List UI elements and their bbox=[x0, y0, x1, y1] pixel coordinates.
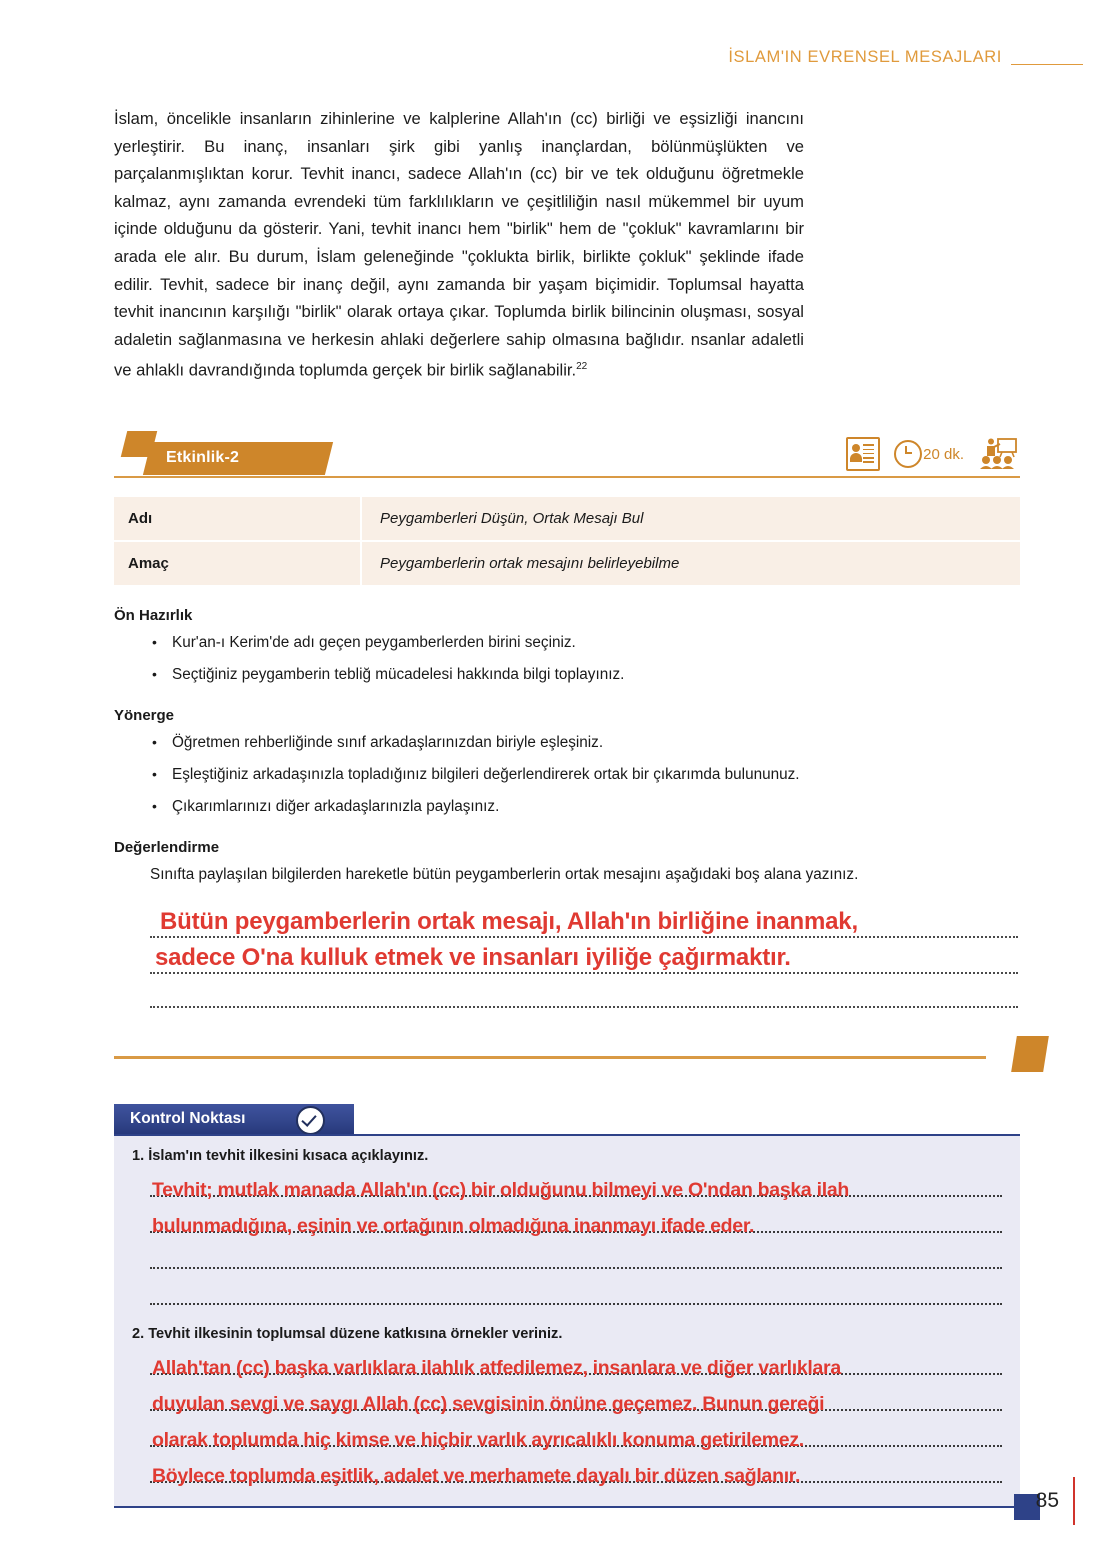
answer-line bbox=[150, 1168, 1002, 1204]
header-rule bbox=[1011, 64, 1083, 65]
individual-work-icon-lines bbox=[863, 444, 874, 462]
table-row-value: Peygamberleri Düşün, Ortak Mesajı Bul bbox=[361, 497, 1020, 541]
activity-close-rule-wrap bbox=[114, 1050, 1020, 1064]
classroom-icon-svg bbox=[978, 438, 1018, 470]
answer-dotted-line bbox=[150, 936, 1018, 938]
activity-duration bbox=[894, 440, 964, 468]
answer-text: Tevhit; mutlak manada Allah'ın (cc) bir olduğunu bilmeyi ve O'ndan başka ilah bbox=[152, 1179, 849, 1202]
activity-rule bbox=[114, 476, 1020, 478]
list-item: • Seçtiğiniz peygamberin tebliğ mücadelesi hakkında bilgi toplayınız. bbox=[152, 665, 1020, 685]
question-answer-area[interactable] bbox=[150, 1346, 1002, 1490]
page-number: 85 bbox=[1035, 1489, 1059, 1512]
classroom-icon bbox=[978, 438, 1018, 470]
activity-close-rule bbox=[114, 1056, 986, 1059]
answer-text: olarak toplumda hiç kimse ve hiçbir varlık ayrıcalıklı konuma getirilemez. bbox=[152, 1429, 804, 1452]
table-row-label: Amaç bbox=[114, 541, 361, 585]
duration-label: 20 dk. bbox=[923, 445, 964, 463]
check-circle-icon bbox=[296, 1106, 325, 1135]
evaluation-heading: Değerlendirme bbox=[114, 839, 220, 857]
answer-dotted-line bbox=[150, 1267, 1002, 1269]
activity-banner bbox=[114, 431, 1020, 483]
table-row-value: Peygamberlerin ortak mesajını belirleyebilme bbox=[380, 555, 680, 573]
answer-line bbox=[150, 1276, 1002, 1312]
list-item: • Öğretmen rehberliğinde sınıf arkadaşlarınızdan biriyle eşleşiniz. bbox=[152, 733, 1020, 753]
answer-line bbox=[150, 1204, 1002, 1240]
individual-work-icon-body bbox=[850, 453, 862, 462]
answer-text: duyulan sevgi ve saygı Allah (cc) sevgisinin önüne geçemez. Bunun gereği bbox=[152, 1393, 825, 1416]
clock-icon bbox=[894, 440, 922, 468]
table-row bbox=[114, 541, 1020, 585]
answer-text: Allah'tan (cc) başka varlıklara ilahlık atfedilemez, insanlara ve diğer varlıklara bbox=[152, 1357, 841, 1380]
answer-line bbox=[150, 1382, 1002, 1418]
body-paragraph bbox=[114, 105, 804, 384]
list-item: • Çıkarımlarınızı diğer arkadaşlarınızla paylaşınız. bbox=[152, 797, 1020, 817]
activity-icon-group bbox=[846, 433, 1018, 475]
instructions-heading: Yönerge bbox=[114, 707, 175, 725]
footnote-marker: 22 bbox=[576, 361, 588, 373]
prep-list bbox=[114, 633, 1020, 685]
question-prompt: 2. Tevhit ilkesinin toplumsal düzene katkısına örnekler veriniz. bbox=[132, 1326, 563, 1343]
answer-dotted-line bbox=[150, 972, 1018, 974]
kontrol-panel bbox=[114, 1134, 1020, 1508]
answer-dotted-line bbox=[150, 1006, 1018, 1008]
evaluation-text: Sınıfta paylaşılan bilgilerden hareketle bütün peygamberlerin ortak mesajını aşağıdaki boş alana yazınız. bbox=[150, 866, 859, 884]
body-paragraph-text: İslam, öncelikle insanların zihinlerine ve kalplerine Allah'ın (cc) birliği ve eşsizliği inancını yerleştirir. Bu inanç, insanları şirk gibi yanlış inançlardan, bölünmüşlükten ve parçalanmışlıktan korur. Tevhit inancı, sadece Allah'ın (cc) bir ve tek olduğunu öğretmekle kalmaz, aynı zamanda evrendeki tüm farklılıkların ve çeşitliliğin nasıl mükemmel bir uyum içinde olduğunu da gösterir. Yani, tevhit inancı hem "birlik" hem de "çokluk" kavramlarını bir arada ele alır. Bu durum, İslam geleneğinde "çoklukta birlik, birlikte çokluk" şeklinde ifade edilir. Tevhit, sadece bir inanç değil, aynı zamanda bir yaşam biçimidir. Toplumsal hayatta tevhit inancının karşılığı "birlik" olarak ortaya çıkar. Toplumda birlik bilincinin oluşması, sosyal adaletin sağlanmasına ve herkesin ahlaki değerlere sahip olmasına bağlıdır. nsanlar adaletli ve ahlaklı davrandığında toplumda gerçek bir birlik sağlanabilir. bbox=[114, 109, 804, 380]
individual-work-icon bbox=[846, 437, 880, 471]
activity-answer-line: sadece O'na kulluk etmek ve insanları iyiliğe çağırmaktır. bbox=[155, 944, 801, 972]
answer-text: bulunmadığına, eşinin ve ortağının olmadığına inanmayı ifade eder. bbox=[152, 1215, 755, 1238]
list-item: • Kur'an-ı Kerim'de adı geçen peygamberlerden birini seçiniz. bbox=[152, 633, 1020, 653]
instructions-list bbox=[114, 733, 1020, 817]
content-column bbox=[114, 105, 1020, 1508]
activity-info-table bbox=[114, 497, 1020, 585]
page-edge-rule bbox=[1073, 1477, 1075, 1525]
page-header bbox=[0, 42, 1105, 72]
answer-line bbox=[150, 1418, 1002, 1454]
page-title: İSLAM'IN EVRENSEL MESAJLARI bbox=[728, 47, 1002, 66]
kontrol-title: Kontrol Noktası bbox=[130, 1110, 246, 1128]
answer-text: Böylece toplumda eşitlik, adalet ve merhamete dayalı bir düzen sağlanır. bbox=[152, 1465, 801, 1488]
answer-line bbox=[150, 1454, 1002, 1490]
activity-answer-area[interactable] bbox=[150, 906, 1018, 1006]
table-row bbox=[114, 497, 1020, 541]
activity-badge-label: Etkinlik-2 bbox=[166, 449, 240, 467]
individual-work-icon-head bbox=[852, 444, 860, 452]
answer-line bbox=[150, 1346, 1002, 1382]
question-prompt: 1. İslam'ın tevhit ilkesini kısaca açıklayınız. bbox=[132, 1148, 429, 1165]
list-item: • Eşleştiğiniz arkadaşınızla topladığınız bilgileri değerlendirerek ortak bir çıkarımda bulununuz. bbox=[152, 765, 1020, 785]
question-answer-area[interactable] bbox=[150, 1168, 1002, 1312]
kontrol-noktasi-section bbox=[114, 1104, 1020, 1508]
activity-answer-line: Bütün peygamberlerin ortak mesajı, Allah'ın birliğine inanmak, bbox=[160, 908, 868, 936]
kontrol-header bbox=[114, 1104, 354, 1134]
answer-line bbox=[150, 1240, 1002, 1276]
answer-dotted-line bbox=[150, 1303, 1002, 1305]
table-row-label: Adı bbox=[114, 497, 361, 541]
activity-close-tab bbox=[1011, 1036, 1049, 1072]
prep-heading: Ön Hazırlık bbox=[114, 607, 193, 625]
